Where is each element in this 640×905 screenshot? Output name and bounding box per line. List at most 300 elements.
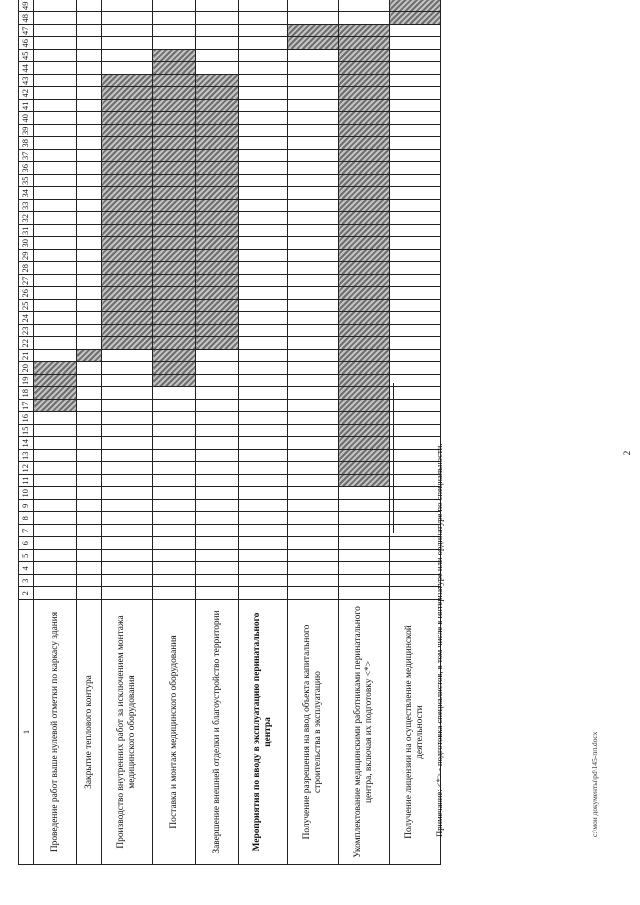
gantt-cell bbox=[390, 250, 441, 263]
gantt-cell bbox=[390, 287, 441, 300]
gantt-bar-cell bbox=[196, 175, 239, 188]
gantt-cell bbox=[77, 425, 102, 438]
header-week-20: 20 bbox=[19, 362, 34, 375]
gantt-cell bbox=[153, 0, 196, 12]
gantt-cell bbox=[102, 350, 153, 363]
gantt-cell bbox=[77, 287, 102, 300]
gantt-cell bbox=[153, 12, 196, 25]
gantt-cell bbox=[390, 500, 441, 513]
gantt-cell bbox=[196, 587, 239, 600]
gantt-cell bbox=[34, 500, 77, 513]
gantt-cell bbox=[153, 387, 196, 400]
file-path: c:\мои документы\pd\145-пп.docx bbox=[590, 731, 599, 837]
header-week-23: 23 bbox=[19, 325, 34, 338]
gantt-bar-cell bbox=[102, 262, 153, 275]
header-week-47: 47 bbox=[19, 25, 34, 38]
gantt-cell bbox=[239, 425, 288, 438]
gantt-bar-cell bbox=[196, 112, 239, 125]
gantt-cell bbox=[339, 0, 390, 12]
gantt-cell bbox=[196, 437, 239, 450]
gantt-cell bbox=[288, 225, 339, 238]
gantt-cell bbox=[196, 350, 239, 363]
gantt-bar-cell bbox=[102, 250, 153, 263]
header-week-17: 17 bbox=[19, 400, 34, 413]
gantt-cell bbox=[196, 562, 239, 575]
gantt-cell bbox=[34, 112, 77, 125]
gantt-cell bbox=[288, 537, 339, 550]
gantt-bar-cell bbox=[153, 212, 196, 225]
gantt-cell bbox=[102, 525, 153, 538]
gantt-bar-cell bbox=[339, 262, 390, 275]
gantt-cell bbox=[153, 550, 196, 563]
gantt-cell bbox=[34, 25, 77, 38]
gantt-cell bbox=[196, 487, 239, 500]
gantt-bar-cell bbox=[102, 87, 153, 100]
gantt-bar-cell bbox=[153, 350, 196, 363]
gantt-bar-cell bbox=[196, 125, 239, 138]
gantt-bar-cell bbox=[153, 312, 196, 325]
gantt-cell bbox=[77, 50, 102, 63]
gantt-cell bbox=[288, 237, 339, 250]
gantt-cell bbox=[390, 262, 441, 275]
gantt-cell bbox=[102, 487, 153, 500]
gantt-cell bbox=[77, 550, 102, 563]
gantt-bar-cell bbox=[102, 137, 153, 150]
gantt-bar-cell bbox=[102, 275, 153, 288]
gantt-cell bbox=[390, 550, 441, 563]
gantt-cell bbox=[239, 212, 288, 225]
gantt-cell bbox=[77, 562, 102, 575]
gantt-bar-cell bbox=[339, 462, 390, 475]
gantt-cell bbox=[196, 500, 239, 513]
page-number: 2 bbox=[622, 450, 632, 456]
gantt-bar-cell bbox=[102, 300, 153, 313]
gantt-bar-cell bbox=[339, 25, 390, 38]
gantt-cell bbox=[390, 137, 441, 150]
gantt-cell bbox=[239, 387, 288, 400]
gantt-cell bbox=[239, 25, 288, 38]
gantt-cell bbox=[390, 487, 441, 500]
gantt-cell bbox=[34, 437, 77, 450]
gantt-bar-cell bbox=[339, 275, 390, 288]
task-name: Поставка и монтаж медицинского оборудования bbox=[153, 600, 196, 865]
header-week-24: 24 bbox=[19, 312, 34, 325]
gantt-bar-cell bbox=[339, 50, 390, 63]
header-week-42: 42 bbox=[19, 87, 34, 100]
gantt-bar-cell bbox=[196, 325, 239, 338]
gantt-bar-cell bbox=[196, 150, 239, 163]
gantt-cell bbox=[239, 475, 288, 488]
gantt-cell bbox=[77, 412, 102, 425]
table-header-row bbox=[19, 0, 34, 865]
gantt-cell bbox=[288, 162, 339, 175]
gantt-cell bbox=[102, 50, 153, 63]
gantt-cell bbox=[390, 375, 441, 388]
gantt-bar-cell bbox=[153, 375, 196, 388]
header-week-43: 43 bbox=[19, 75, 34, 88]
gantt-cell bbox=[77, 100, 102, 113]
gantt-cell bbox=[390, 512, 441, 525]
gantt-cell bbox=[288, 300, 339, 313]
gantt-cell bbox=[288, 212, 339, 225]
gantt-cell bbox=[34, 175, 77, 188]
gantt-cell bbox=[153, 25, 196, 38]
gantt-cell bbox=[77, 37, 102, 50]
gantt-bar-cell bbox=[339, 187, 390, 200]
gantt-cell bbox=[77, 537, 102, 550]
gantt-cell bbox=[102, 537, 153, 550]
gantt-cell bbox=[390, 312, 441, 325]
gantt-bar-cell bbox=[339, 62, 390, 75]
schedule-body bbox=[34, 0, 441, 865]
gantt-cell bbox=[239, 162, 288, 175]
header-week-10: 10 bbox=[19, 487, 34, 500]
gantt-bar-cell bbox=[339, 175, 390, 188]
gantt-bar-cell bbox=[102, 287, 153, 300]
gantt-bar-cell bbox=[153, 250, 196, 263]
gantt-cell bbox=[77, 87, 102, 100]
gantt-cell bbox=[77, 575, 102, 588]
gantt-cell bbox=[288, 375, 339, 388]
gantt-cell bbox=[34, 187, 77, 200]
gantt-cell bbox=[34, 537, 77, 550]
gantt-bar-cell bbox=[34, 375, 77, 388]
gantt-cell bbox=[34, 312, 77, 325]
gantt-cell bbox=[339, 487, 390, 500]
header-week-6: 6 bbox=[19, 537, 34, 550]
table-row bbox=[196, 0, 239, 865]
gantt-cell bbox=[34, 162, 77, 175]
gantt-cell bbox=[288, 550, 339, 563]
separator-line bbox=[393, 383, 394, 533]
header-week-32: 32 bbox=[19, 212, 34, 225]
gantt-cell bbox=[288, 75, 339, 88]
gantt-cell bbox=[34, 125, 77, 138]
header-col-1: 1 bbox=[19, 600, 34, 865]
gantt-bar-cell bbox=[153, 287, 196, 300]
header-week-8: 8 bbox=[19, 512, 34, 525]
gantt-bar-cell bbox=[339, 375, 390, 388]
gantt-cell bbox=[288, 100, 339, 113]
gantt-cell bbox=[34, 575, 77, 588]
header-week-46: 46 bbox=[19, 37, 34, 50]
gantt-cell bbox=[390, 412, 441, 425]
gantt-bar-cell bbox=[339, 112, 390, 125]
gantt-cell bbox=[77, 312, 102, 325]
gantt-cell bbox=[288, 525, 339, 538]
gantt-bar-cell bbox=[153, 50, 196, 63]
gantt-cell bbox=[196, 50, 239, 63]
gantt-bar-cell bbox=[153, 125, 196, 138]
gantt-cell bbox=[288, 125, 339, 138]
gantt-cell bbox=[239, 587, 288, 600]
gantt-cell bbox=[288, 512, 339, 525]
gantt-cell bbox=[239, 300, 288, 313]
gantt-cell bbox=[288, 487, 339, 500]
gantt-bar-cell bbox=[339, 75, 390, 88]
gantt-cell bbox=[77, 0, 102, 12]
gantt-cell bbox=[390, 362, 441, 375]
gantt-bar-cell bbox=[196, 337, 239, 350]
gantt-bar-cell bbox=[196, 75, 239, 88]
gantt-bar-cell bbox=[153, 112, 196, 125]
gantt-bar-cell bbox=[339, 212, 390, 225]
gantt-cell bbox=[239, 112, 288, 125]
header-week-4: 4 bbox=[19, 562, 34, 575]
gantt-bar-cell bbox=[102, 337, 153, 350]
gantt-cell bbox=[239, 62, 288, 75]
gantt-cell bbox=[390, 387, 441, 400]
gantt-cell bbox=[288, 325, 339, 338]
gantt-bar-cell bbox=[196, 137, 239, 150]
gantt-cell bbox=[390, 587, 441, 600]
gantt-cell bbox=[77, 475, 102, 488]
gantt-bar-cell bbox=[153, 162, 196, 175]
gantt-bar-cell bbox=[339, 137, 390, 150]
header-week-48: 48 bbox=[19, 12, 34, 25]
header-week-31: 31 bbox=[19, 225, 34, 238]
gantt-bar-cell bbox=[196, 200, 239, 213]
gantt-cell bbox=[77, 225, 102, 238]
gantt-cell bbox=[77, 112, 102, 125]
gantt-bar-cell bbox=[153, 300, 196, 313]
gantt-cell bbox=[390, 562, 441, 575]
gantt-cell bbox=[34, 200, 77, 213]
gantt-cell bbox=[102, 400, 153, 413]
table-row bbox=[153, 0, 196, 865]
gantt-cell bbox=[339, 537, 390, 550]
gantt-cell bbox=[239, 500, 288, 513]
gantt-cell bbox=[196, 550, 239, 563]
header-week-28: 28 bbox=[19, 262, 34, 275]
gantt-cell bbox=[390, 450, 441, 463]
gantt-cell bbox=[239, 412, 288, 425]
gantt-cell bbox=[239, 562, 288, 575]
gantt-cell bbox=[390, 537, 441, 550]
gantt-cell bbox=[153, 562, 196, 575]
gantt-cell bbox=[34, 562, 77, 575]
gantt-cell bbox=[288, 462, 339, 475]
gantt-cell bbox=[34, 325, 77, 338]
gantt-bar-cell bbox=[339, 400, 390, 413]
gantt-bar-cell bbox=[153, 200, 196, 213]
gantt-cell bbox=[339, 575, 390, 588]
gantt-bar-cell bbox=[339, 325, 390, 338]
gantt-cell bbox=[102, 550, 153, 563]
gantt-cell bbox=[34, 587, 77, 600]
header-week-33: 33 bbox=[19, 200, 34, 213]
gantt-cell bbox=[390, 400, 441, 413]
header-week-22: 22 bbox=[19, 337, 34, 350]
gantt-cell bbox=[153, 587, 196, 600]
gantt-bar-cell bbox=[153, 100, 196, 113]
gantt-cell bbox=[390, 37, 441, 50]
gantt-cell bbox=[77, 587, 102, 600]
header-week-25: 25 bbox=[19, 300, 34, 313]
gantt-bar-cell bbox=[339, 150, 390, 163]
gantt-cell bbox=[77, 387, 102, 400]
gantt-cell bbox=[34, 487, 77, 500]
header-week-45: 45 bbox=[19, 50, 34, 63]
header-week-19: 19 bbox=[19, 375, 34, 388]
gantt-bar-cell bbox=[102, 125, 153, 138]
gantt-cell bbox=[102, 62, 153, 75]
gantt-cell bbox=[239, 312, 288, 325]
gantt-cell bbox=[196, 62, 239, 75]
gantt-cell bbox=[390, 437, 441, 450]
task-name: Мероприятия по вводу в эксплуатацию перинатального центра bbox=[239, 600, 288, 865]
gantt-cell bbox=[288, 400, 339, 413]
gantt-bar-cell bbox=[339, 162, 390, 175]
header-week-13: 13 bbox=[19, 450, 34, 463]
gantt-cell bbox=[77, 275, 102, 288]
gantt-cell bbox=[196, 375, 239, 388]
gantt-cell bbox=[77, 437, 102, 450]
gantt-cell bbox=[77, 250, 102, 263]
gantt-cell bbox=[102, 12, 153, 25]
gantt-cell bbox=[102, 512, 153, 525]
gantt-bar-cell bbox=[339, 350, 390, 363]
gantt-cell bbox=[77, 525, 102, 538]
gantt-cell bbox=[34, 275, 77, 288]
gantt-cell bbox=[390, 300, 441, 313]
gantt-cell bbox=[102, 500, 153, 513]
gantt-bar-cell bbox=[339, 125, 390, 138]
gantt-cell bbox=[390, 112, 441, 125]
gantt-bar-cell bbox=[102, 237, 153, 250]
gantt-cell bbox=[34, 300, 77, 313]
header-week-2: 2 bbox=[19, 587, 34, 600]
gantt-cell bbox=[288, 587, 339, 600]
gantt-cell bbox=[77, 400, 102, 413]
gantt-cell bbox=[239, 525, 288, 538]
gantt-cell bbox=[239, 537, 288, 550]
gantt-cell bbox=[239, 137, 288, 150]
gantt-bar-cell bbox=[339, 300, 390, 313]
task-name: Получение разрешения на ввод объекта капитального строительства в эксплуатацию bbox=[288, 600, 339, 865]
gantt-cell bbox=[196, 0, 239, 12]
gantt-cell bbox=[390, 75, 441, 88]
header-week-38: 38 bbox=[19, 137, 34, 150]
gantt-bar-cell bbox=[339, 200, 390, 213]
gantt-cell bbox=[390, 225, 441, 238]
schedule-table bbox=[18, 0, 441, 865]
gantt-cell bbox=[196, 512, 239, 525]
gantt-cell bbox=[239, 12, 288, 25]
gantt-bar-cell bbox=[288, 37, 339, 50]
gantt-cell bbox=[239, 287, 288, 300]
gantt-bar-cell bbox=[339, 475, 390, 488]
gantt-cell bbox=[390, 337, 441, 350]
gantt-bar-cell bbox=[153, 150, 196, 163]
gantt-bar-cell bbox=[102, 162, 153, 175]
header-week-14: 14 bbox=[19, 437, 34, 450]
header-week-18: 18 bbox=[19, 387, 34, 400]
gantt-cell bbox=[239, 37, 288, 50]
gantt-cell bbox=[102, 562, 153, 575]
task-name: Проведение работ выше нулевой отметки по каркасу здания bbox=[34, 600, 77, 865]
header-week-11: 11 bbox=[19, 475, 34, 488]
gantt-cell bbox=[77, 450, 102, 463]
gantt-bar-cell bbox=[339, 450, 390, 463]
gantt-bar-cell bbox=[153, 262, 196, 275]
header-week-7: 7 bbox=[19, 525, 34, 538]
gantt-cell bbox=[77, 375, 102, 388]
gantt-cell bbox=[288, 500, 339, 513]
header-week-44: 44 bbox=[19, 62, 34, 75]
gantt-cell bbox=[34, 450, 77, 463]
gantt-cell bbox=[77, 337, 102, 350]
gantt-cell bbox=[390, 525, 441, 538]
gantt-cell bbox=[77, 75, 102, 88]
gantt-cell bbox=[390, 350, 441, 363]
gantt-cell bbox=[239, 187, 288, 200]
gantt-cell bbox=[239, 100, 288, 113]
gantt-cell bbox=[288, 450, 339, 463]
gantt-cell bbox=[390, 87, 441, 100]
task-name: Производство внутренних работ за исключением монтажа медицинского оборудования bbox=[102, 600, 153, 865]
gantt-cell bbox=[34, 287, 77, 300]
gantt-cell bbox=[34, 12, 77, 25]
gantt-bar-cell bbox=[196, 225, 239, 238]
gantt-cell bbox=[239, 487, 288, 500]
gantt-cell bbox=[339, 525, 390, 538]
gantt-cell bbox=[390, 150, 441, 163]
gantt-cell bbox=[102, 387, 153, 400]
gantt-cell bbox=[102, 425, 153, 438]
gantt-cell bbox=[239, 575, 288, 588]
gantt-bar-cell bbox=[196, 250, 239, 263]
gantt-cell bbox=[34, 350, 77, 363]
gantt-cell bbox=[390, 475, 441, 488]
gantt-cell bbox=[196, 575, 239, 588]
header-week-26: 26 bbox=[19, 287, 34, 300]
gantt-bar-cell bbox=[196, 312, 239, 325]
gantt-cell bbox=[288, 412, 339, 425]
gantt-cell bbox=[288, 200, 339, 213]
gantt-cell bbox=[102, 362, 153, 375]
gantt-cell bbox=[102, 25, 153, 38]
gantt-bar-cell bbox=[339, 362, 390, 375]
gantt-bar-cell bbox=[153, 362, 196, 375]
gantt-cell bbox=[288, 187, 339, 200]
header-week-9: 9 bbox=[19, 500, 34, 513]
table-row bbox=[102, 0, 153, 865]
gantt-cell bbox=[239, 337, 288, 350]
gantt-cell bbox=[239, 325, 288, 338]
gantt-cell bbox=[34, 475, 77, 488]
gantt-cell bbox=[196, 462, 239, 475]
gantt-bar-cell bbox=[339, 100, 390, 113]
gantt-cell bbox=[390, 325, 441, 338]
gantt-bar-cell bbox=[153, 225, 196, 238]
gantt-cell bbox=[102, 375, 153, 388]
gantt-cell bbox=[34, 212, 77, 225]
gantt-bar-cell bbox=[196, 100, 239, 113]
gantt-bar-cell bbox=[153, 175, 196, 188]
gantt-cell bbox=[288, 425, 339, 438]
gantt-cell bbox=[239, 200, 288, 213]
gantt-cell bbox=[77, 137, 102, 150]
gantt-bar-cell bbox=[102, 312, 153, 325]
gantt-bar-cell bbox=[153, 75, 196, 88]
gantt-bar-cell bbox=[390, 12, 441, 25]
gantt-cell bbox=[339, 500, 390, 513]
gantt-cell bbox=[288, 175, 339, 188]
task-name: Укомплектование медицинскими работниками перинатального центра, включая их подготовку <*> bbox=[339, 600, 390, 865]
task-name: Закрытие теплового контура bbox=[77, 600, 102, 865]
gantt-bar-cell bbox=[390, 0, 441, 12]
